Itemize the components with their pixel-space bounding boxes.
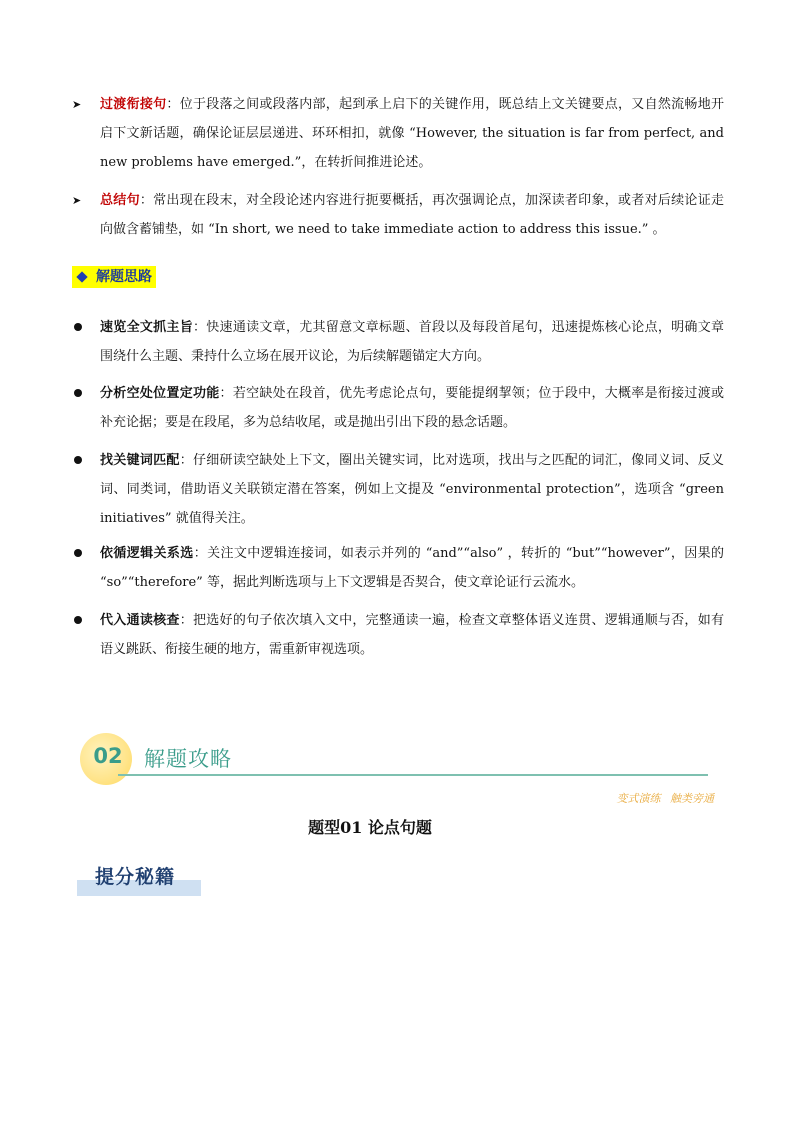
approach-heading (72, 266, 156, 288)
item-text: ：关注文中逻辑连接词，如表示并列的 “and”“also” ，转折的 “but”“however”，因果的 “so”“therefore” 等，据此判断选项与上下文逻辑是否契合，使文章论证行云流水。 (100, 546, 724, 590)
section-title: 解题攻略 (144, 747, 232, 771)
item-term: 分析空处位置定功能 (100, 386, 220, 401)
dot-list-item (72, 379, 724, 437)
section-subtitle: 变式演练 触类旁通 (616, 792, 714, 805)
dot-list-item (72, 446, 724, 533)
bullet-dot-icon (74, 389, 82, 397)
item-term: 过渡衔接句 (100, 97, 167, 112)
item-term: 代入通读核查 (100, 613, 180, 628)
bullet-dot-icon (74, 616, 82, 624)
arrow-list-item (72, 90, 724, 177)
diamond-icon (76, 271, 87, 282)
item-text: ：把选好的句子依次填入文中，完整通读一遍，检查文章整体语义连贯、逻辑通顺与否，如有语义跳跃、衔接生硬的地方，需重新审视选项。 (100, 613, 724, 657)
dot-list-item (72, 313, 724, 371)
arrow-list-item (72, 186, 724, 244)
item-text: ：常出现在段末，对全段论述内容进行扼要概括，再次强调论点，加深读者印象，或者对后续论证走向做含蓄铺垫，如 “In short, we need to take immediate action to address this issue.” 。 (100, 193, 724, 237)
item-term: 速览全文抓主旨 (100, 320, 193, 335)
arrow-bullet-icon: ➤ (72, 98, 82, 111)
tips-label: 提分秘籍 (95, 866, 176, 888)
question-type-title: 题型01 论点句题 (308, 818, 432, 837)
item-text: ：仔细研读空缺处上下文，圈出关键实词，比对选项，找出与之匹配的词汇，像同义词、反义词、同类词，借助语义关联锁定潜在答案，例如上文提及 “environmental protection”，选项含 “green initiatives” 就值得关注。 (100, 453, 724, 526)
bullet-dot-icon (74, 549, 82, 557)
bullet-dot-icon (74, 456, 82, 464)
item-term: 找关键词匹配 (100, 453, 180, 468)
item-text: ：若空缺处在段首，优先考虑论点句，要能提纲挈领；位于段中，大概率是衔接过渡或补充论据；要是在段尾，多为总结收尾，或是抛出引出下段的悬念话题。 (100, 386, 724, 430)
item-text: ：快速通读文章，尤其留意文章标题、首段以及每段首尾句，迅速提炼核心论点，明确文章围绕什么主题、秉持什么立场在展开议论，为后续解题锚定大方向。 (100, 320, 724, 364)
section-divider (118, 774, 708, 776)
approach-heading-text: 解题思路 (96, 269, 152, 285)
item-term: 依循逻辑关系选 (100, 546, 194, 561)
arrow-bullet-icon: ➤ (72, 194, 82, 207)
item-term: 总结句 (100, 193, 140, 208)
item-text: ：位于段落之间或段落内部，起到承上启下的关键作用，既总结上文关键要点，又自然流畅地开启下文新话题，确保论证层层递进、环环相扣，就像 “However, the situation is far from perfect, and new problems have emerged.”，在转折间推进论述。 (100, 97, 724, 170)
dot-list-item (72, 606, 724, 664)
bullet-dot-icon (74, 323, 82, 331)
dot-list-item (72, 539, 724, 597)
section-number: 02 (93, 744, 123, 768)
